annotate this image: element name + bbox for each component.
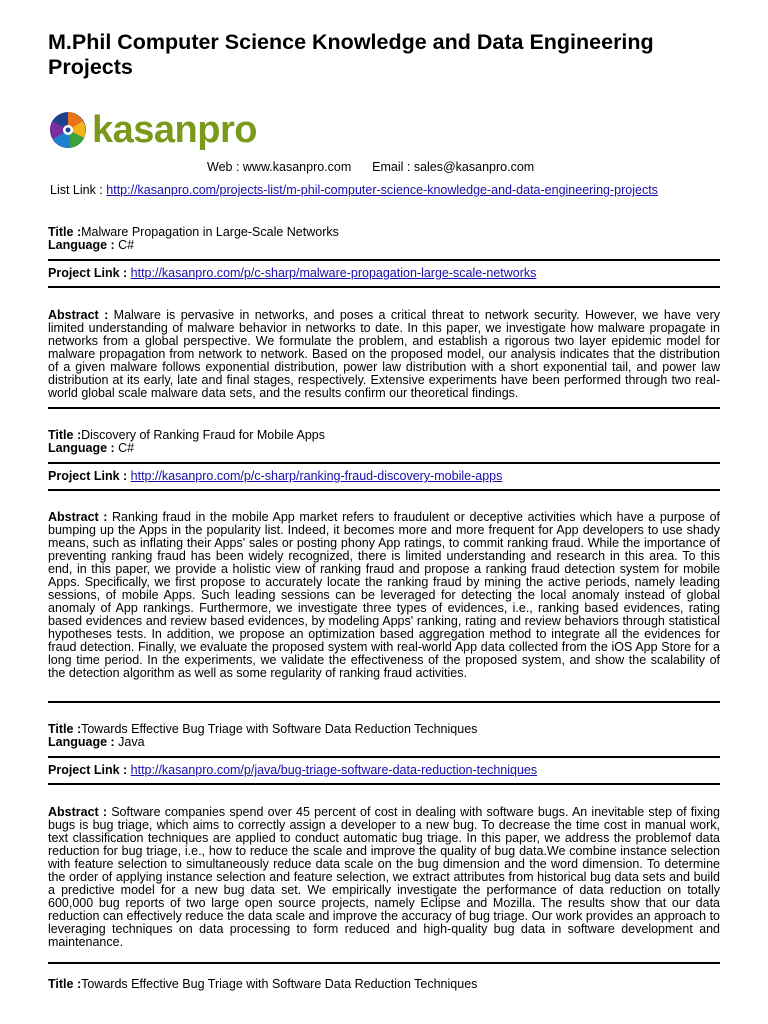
project-3-language-line [48,736,720,749]
abstract-text: Ranking fraud in the mobile App market refers to fraudulent or deceptive activities which have a purpose of bumping up the Apps in the popularity list. Indeed, it becomes more and more frequent for App developers to use shady means, such as inflating their Apps' sales or posting phony App ratings, to commit ranking fraud. While the importance of preventing ranking fraud has been widely recognized, there is limited understanding and research in this area. To this end, in this paper, we provide a holistic view of ranking fraud and propose a ranking fraud detection system for mobile Apps. Specifically, we first propose to accurately locate the ranking fraud by mining the active periods, namely leading sessions, of mobile Apps. Such leading sessions can be leveraged for detecting the local anomaly instead of global anomaly of App rankings. Furthermore, we investigate three types of evidences, i.e., ranking based evidences, rating based evidences and review based evidences, by modeling Apps' ranking, rating and review behaviors through statistical hypotheses tests. In addition, we propose an optimization based aggregation method to integrate all the evidences for fraud detection. Finally, we evaluate the proposed system with real-world App data collected from the iOS App Store for a long time period. In the experiments, we validate the effectiveness of the proposed system, and show the scalability of the detection algorithm as well as some regularity of ranking fraud activities. [48,510,720,680]
project-title: Malware Propagation in Large-Scale Networks [81,225,339,239]
project-3-title-line [48,723,720,736]
language-label: Language : [48,735,119,749]
project-1-link-line [48,267,720,280]
project-link[interactable]: http://kasanpro.com/p/c-sharp/ranking-fraud-discovery-mobile-apps [130,469,503,483]
list-link-label: List Link : [50,183,107,197]
project-language: C# [118,238,135,252]
project-language: Java [118,735,145,749]
divider [48,783,720,785]
project-1-title-line [48,226,720,239]
project-link-label: Project Link : [48,469,131,483]
title-label: Title : [48,722,82,736]
project-title: Towards Effective Bug Triage with Software Data Reduction Techniques [81,977,478,991]
project-link[interactable]: http://kasanpro.com/p/c-sharp/malware-propagation-large-scale-networks [130,266,537,280]
project-4-title-line [48,978,720,991]
logo-wordmark: kasanpro [92,109,257,151]
project-language: C# [118,441,135,455]
project-2-abstract [48,511,720,680]
divider [48,462,720,464]
project-1-language-line [48,239,720,252]
abstract-text: Software companies spend over 45 percent of cost in dealing with software bugs. An inevitable step of fixing bugs is bug triage, which aims to correctly assign a developer to a new bug. To decrease the time cost in manual work, text classification techniques are applied to conduct automatic bug triage. In this paper, we address the problemof data reduction for bug triage, i.e., how to reduce the scale and improve the quality of bug data.We combine instance selection with feature selection to simultaneously reduce data scale on the bug dimension and the word dimension. To determine the order of applying instance selection and feature selection, we extract attributes from historical bug data sets and build a predictive model for a new bug data set. We empirically investigate the performance of data reduction on totally 600,000 bug reports of two large open source projects, namely Eclipse and Mozilla. The results show that our data reduction can effectively reduce the data scale and improve the accuracy of bug triage. Our work provides an approach to leveraging techniques on data processing to form reduced and high-quality bug data in software development and maintenance. [48,805,720,949]
contact-line [207,160,534,175]
project-link[interactable]: http://kasanpro.com/p/java/bug-triage-software-data-reduction-techniques [130,763,538,777]
divider [48,701,720,703]
divider [48,756,720,758]
divider [48,407,720,409]
project-3-link-line [48,764,720,777]
language-label: Language : [48,238,119,252]
page-title: M.Phil Computer Science Knowledge and Data Engineering Projects [48,30,654,79]
divider [48,259,720,261]
kasanpro-logo [48,108,258,152]
list-link-line [50,183,658,198]
web-label: Web : [207,160,243,174]
project-title: Towards Effective Bug Triage with Software Data Reduction Techniques [81,722,478,736]
abstract-label: Abstract : [48,805,112,819]
email-label: Email : [372,160,414,174]
project-3-abstract [48,806,720,949]
web-value: www.kasanpro.com [242,160,352,174]
project-2-language-line [48,442,720,455]
abstract-label: Abstract : [48,308,114,322]
project-2-link-line [48,470,720,483]
divider [48,489,720,491]
project-2-title-line [48,429,720,442]
title-label: Title : [48,428,82,442]
abstract-label: Abstract : [48,510,113,524]
email-value: sales@kasanpro.com [413,160,535,174]
divider [48,286,720,288]
title-label: Title : [48,977,82,991]
title-label: Title : [48,225,82,239]
abstract-text: Malware is pervasive in networks, and poses a critical threat to network security. However, we have very limited understanding of malware behavior in networks to date. In this paper, we investigate how malware propagate in networks from a global perspective. We formulate the problem, and establish a rigorous two layer epidemic model for malware propagation from network to network. Based on the proposed model, our analysis indicates that the distribution of a given malware follows exponential distribution, power law distribution with a short exponential tail, and power law distribution at its early, late and final stages, respectively. Extensive experiments have been performed through two real-world global scale malware data sets, and the results confirm our theoretical findings. [48,308,720,400]
language-label: Language : [48,441,119,455]
project-link-label: Project Link : [48,266,131,280]
divider [48,962,720,964]
project-link-label: Project Link : [48,763,131,777]
list-link[interactable]: http://kasanpro.com/projects-list/m-phil-computer-science-knowledge-and-data-engineering-projects [106,183,658,197]
project-title: Discovery of Ranking Fraud for Mobile Apps [81,428,325,442]
project-1-abstract [48,309,720,400]
colorful-swirl-icon [48,110,88,150]
